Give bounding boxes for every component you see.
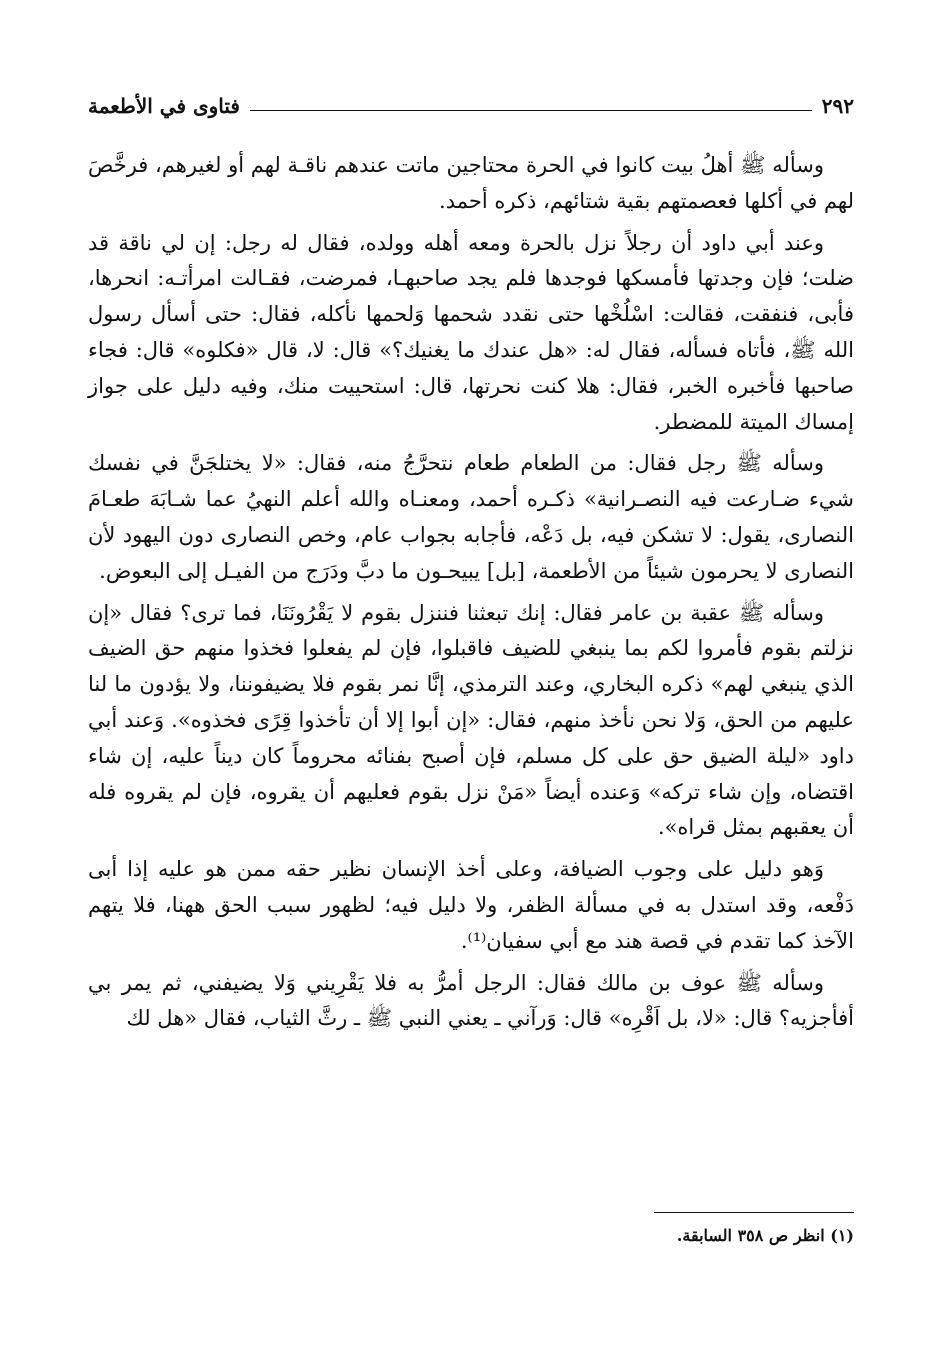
paragraph: وسأله ﷺ عوف بن مالك فقال: الرجل أمرُّ به فلا يَقْرِيني وَلا يضيفني، ثم يمر بي أفأجزيه؟ قال: «لا، بل اَقْرِه» قال: وَرآني ـ يعني النبي ﷺ ـ رثَّ الثياب، فقال «هل لك: [88, 970, 854, 1031]
body-text: [88, 148, 854, 1037]
running-header: [88, 84, 854, 118]
page-number: ٢٩٢: [821, 94, 854, 118]
paragraph: وسأله ﷺ عقبة بن عامر فقال: إنك تبعثنا فننزل بقوم لا يَقْرُونَنَا، فما ترى؟ فقال «إن نزلتم بقوم فأمروا لكم بما ينبغي للضيف فاقبلوا، فإن لم يفعلوا فخذوا منهم حق الضيف الذي ينبغي لهم» ذكره البخاري، وعند الترمذي، إنَّا نمر بقوم فلا يضيفوننا، ولا يؤدون ما لنا عليهم من الحق، وَلا نحن نأخذ منهم، فقال: «إن أبوا إلا أن تأخذوا قِرًى فخذوه». وَعند أبي داود «ليلة الضيق حق على كل مسلم، فإن أصبح بفنائه محروماً كان ديناً عليه، إن شاء اقتضاه، وإن شاء تركه» وَعنده أيضاً «مَنْ نزل بقوم فعليهم أن يقروه، فإن لم يقروه فله أن يعقبهم بمثل قراه».: [88, 600, 854, 840]
footnote-separator: [654, 1212, 854, 1213]
paragraph: وَهو دليل على وجوب الضيافة، وعلى أخذ الإنسان نظير حقه ممن هو عليه إذا أبى دَفْعه، وقد استدل به في مسألة الظفر، ولا دليل فيه؛ لظهور سبب الحق ههنا، فلا يتهم الآخذ كما تقدم في قصة هند مع أبي سفيان⁽¹⁾.: [88, 857, 854, 953]
header-rule: [250, 110, 812, 111]
book-page: [88, 84, 854, 1354]
paragraph: وعند أبي داود أن رجلاً نزل بالحرة ومعه أهله وولده، فقال له رجل: إن لي ناقة قد ضلت؛ فإن وجدتها فأمسكها فوجدها فلم يجد صاحبهـا، فمرضت، فقـالت امرأتـه: انحرها، فأبى، فنفقت، فقالت: اسْلُخْها حتى نقدد شحمها وَلحمها نأكله، فقال: حتى أسأل رسول الله ﷺ، فأتاه فسأله، فقال له: «هل عندك ما يغنيك؟» قال: لا، قال «فكلوه» قال: فجاء صاحبها فأخبره الخبر، فقال: هلا كنت نحرتها، قال: استحييت منك، وفيه دليل على جواز إمساك الميتة للمضطر.: [88, 230, 854, 434]
footnote: (١) انظر ص ٣٥٨ السابقة.: [676, 1226, 854, 1245]
book-title: فتاوى في الأطعمة: [88, 94, 240, 118]
paragraph: وسأله ﷺ رجل فقال: من الطعام طعام نتحرَّجُ منه، فقال: «لا يختلجَنَّ في نفسك شيء ضـارعت فيه النصـرانية» ذكـره أحمد، ومعنـاه والله أعلم النهيُ عما شـابَهَ طعـامَ النصارى، يقول: لا تشكن فيه، بل دَعْه، فأجابه بجواب عام، وخص النصارى دون اليهود لأن النصارى لا يحرمون شيئاً من الأطعمة، [بل] يبيحـون ما دبَّ ودَرَج من الفيـل إلى البعوض.: [88, 451, 854, 583]
paragraph: وسأله ﷺ أهلُ بيت كانوا في الحرة محتاجين ماتت عندهم ناقـة لهم أو لغيرهم، فرخَّصَ لهم في أكلها فعصمتهم بقية شتائهم، ذكره أحمد.: [88, 153, 854, 213]
